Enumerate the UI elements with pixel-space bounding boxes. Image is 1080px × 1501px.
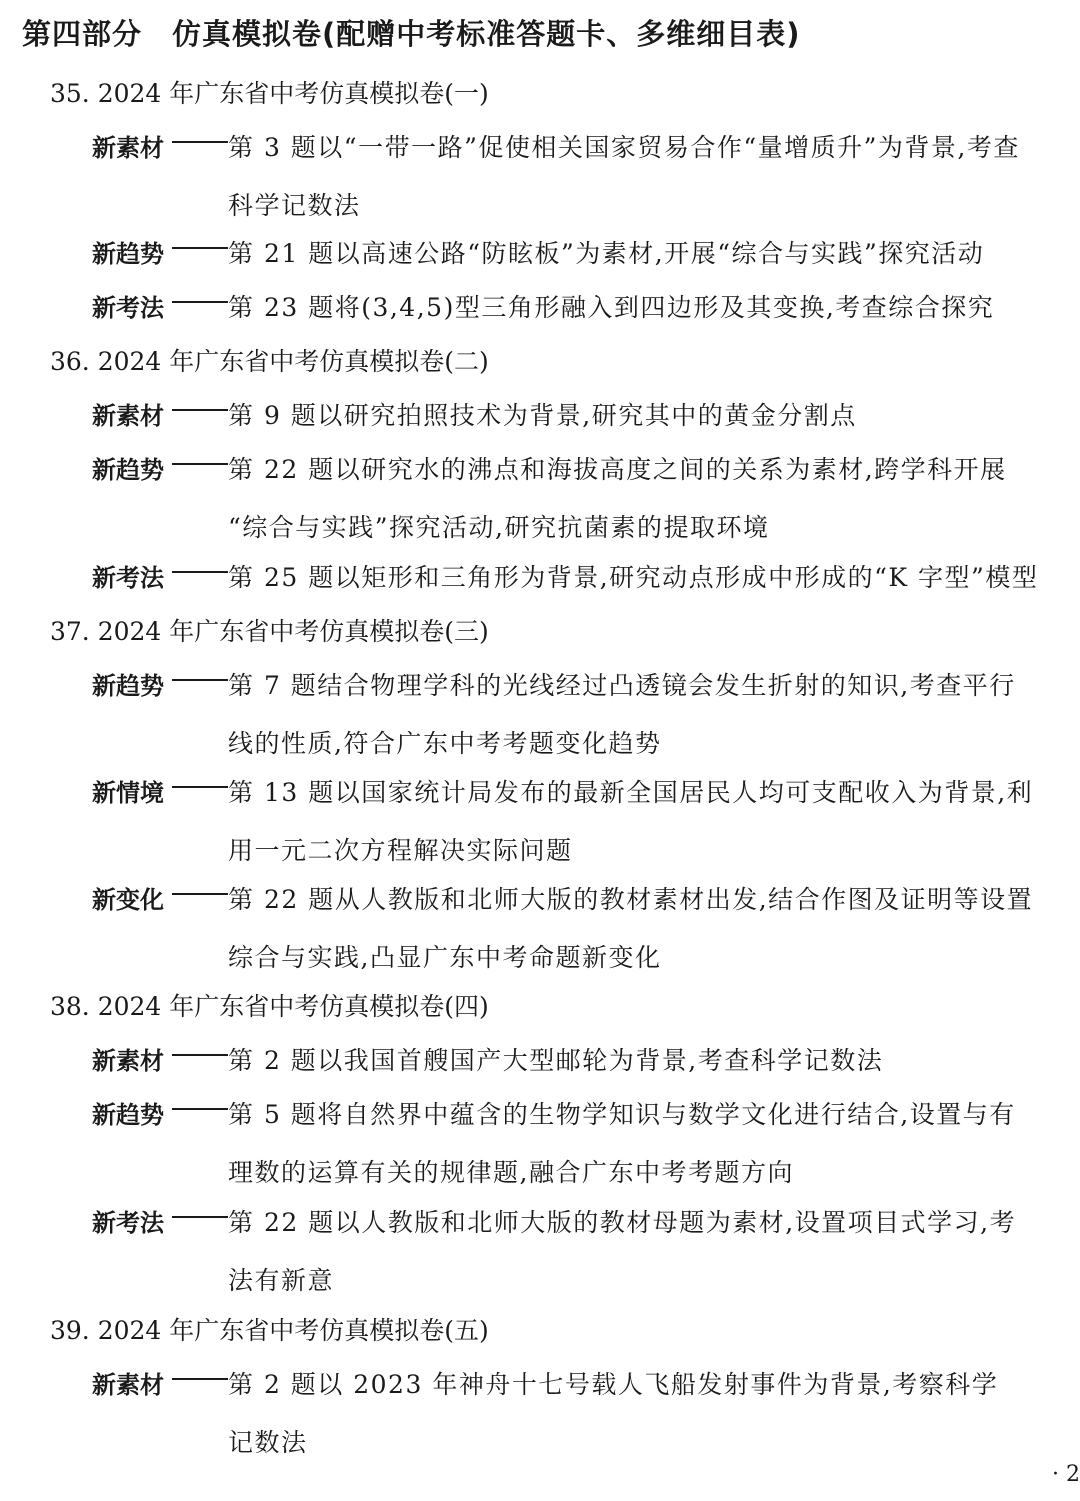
entry-text: 第 2 题以 2023 年神舟十七号载人飞船发射事件为背景,考察科学 bbox=[228, 1370, 999, 1399]
section-title: 39. 2024 年广东省中考仿真模拟卷(五) bbox=[50, 1316, 489, 1345]
entry-item bbox=[92, 1041, 1052, 1077]
entry-item bbox=[92, 558, 1052, 594]
entry-label: 新趋势 bbox=[92, 1101, 164, 1129]
entry-continuation: 综合与实践,凸显广东中考命题新变化 bbox=[228, 943, 662, 972]
section-title: 36. 2024 年广东省中考仿真模拟卷(二) bbox=[50, 347, 489, 376]
entry-label: 新素材 bbox=[92, 1371, 164, 1399]
entry-item bbox=[92, 1203, 1052, 1297]
em-dash-rule bbox=[172, 463, 228, 465]
entry-continuation: “综合与实践”探究活动,研究抗菌素的提取环境 bbox=[228, 513, 770, 542]
entry-continuation: 记数法 bbox=[228, 1428, 308, 1457]
entry-label: 新素材 bbox=[92, 134, 164, 162]
entry-text: 第 5 题将自然界中蕴含的生物学知识与数学文化进行结合,设置与有 bbox=[228, 1100, 1016, 1129]
entry-text: 第 3 题以“一带一路”促使相关国家贸易合作“量增质升”为背景,考查 bbox=[228, 133, 1020, 162]
entry-item bbox=[92, 128, 1052, 222]
entry-text: 第 22 题以人教版和北师大版的教材母题为素材,设置项目式学习,考 bbox=[228, 1208, 1017, 1237]
entry-text: 第 7 题结合物理学科的光线经过凸透镜会发生折射的知识,考查平行 bbox=[228, 671, 1016, 700]
entry-item bbox=[92, 288, 1052, 324]
entry-text: 第 13 题以国家统计局发布的最新全国居民人均可支配收入为背景,利 bbox=[228, 778, 1034, 807]
entry-label: 新素材 bbox=[92, 402, 164, 430]
entry-item bbox=[92, 773, 1052, 867]
page-heading: 第四部分 仿真模拟卷(配赠中考标准答题卡、多维细目表) bbox=[22, 17, 801, 51]
em-dash-rule bbox=[172, 1108, 228, 1110]
entry-continuation: 法有新意 bbox=[228, 1266, 335, 1295]
entry-label: 新考法 bbox=[92, 294, 164, 322]
entry-item bbox=[92, 666, 1052, 760]
entry-text: 第 25 题以矩形和三角形为背景,研究动点形成中形成的“K 字型”模型 bbox=[228, 563, 1039, 592]
em-dash-rule bbox=[172, 1216, 228, 1218]
entry-item bbox=[92, 450, 1052, 544]
em-dash-rule bbox=[172, 679, 228, 681]
entry-text: 第 22 题以研究水的沸点和海拔高度之间的关系为素材,跨学科开展 bbox=[228, 455, 1007, 484]
entry-label: 新趋势 bbox=[92, 672, 164, 700]
em-dash-rule bbox=[172, 1054, 228, 1056]
em-dash-rule bbox=[172, 301, 228, 303]
entry-item bbox=[92, 234, 1052, 270]
entry-item bbox=[92, 1095, 1052, 1189]
entry-label: 新趋势 bbox=[92, 456, 164, 484]
entry-label: 新考法 bbox=[92, 564, 164, 592]
entry-item bbox=[92, 396, 1052, 432]
entry-continuation: 理数的运算有关的规律题,融合广东中考考题方向 bbox=[228, 1158, 794, 1187]
section-title: 38. 2024 年广东省中考仿真模拟卷(四) bbox=[50, 992, 489, 1021]
entry-text: 第 21 题以高速公路“防眩板”为素材,开展“综合与实践”探究活动 bbox=[228, 239, 985, 268]
entry-label: 新情境 bbox=[92, 779, 164, 807]
entry-continuation: 科学记数法 bbox=[228, 191, 361, 220]
section-title: 35. 2024 年广东省中考仿真模拟卷(一) bbox=[50, 79, 489, 108]
entry-label: 新变化 bbox=[92, 886, 164, 914]
entry-text: 第 22 题从人教版和北师大版的教材素材出发,结合作图及证明等设置 bbox=[228, 885, 1034, 914]
entry-text: 第 23 题将(3,4,5)型三角形融入到四边形及其变换,考查综合探究 bbox=[228, 293, 995, 322]
entry-label: 新考法 bbox=[92, 1209, 164, 1237]
entry-label: 新趋势 bbox=[92, 240, 164, 268]
entry-item bbox=[92, 1365, 1052, 1459]
entry-text: 第 2 题以我国首艘国产大型邮轮为背景,考查科学记数法 bbox=[228, 1046, 884, 1075]
em-dash-rule bbox=[172, 893, 228, 895]
entry-continuation: 线的性质,符合广东中考考题变化趋势 bbox=[228, 729, 662, 758]
section-title: 37. 2024 年广东省中考仿真模拟卷(三) bbox=[50, 617, 489, 646]
em-dash-rule bbox=[172, 141, 228, 143]
entry-text: 第 9 题以研究拍照技术为背景,研究其中的黄金分割点 bbox=[228, 401, 857, 430]
em-dash-rule bbox=[172, 409, 228, 411]
entry-continuation: 用一元二次方程解决实际问题 bbox=[228, 836, 573, 865]
em-dash-rule bbox=[172, 1378, 228, 1380]
page-number: · 2 bbox=[1052, 1462, 1080, 1487]
em-dash-rule bbox=[172, 571, 228, 573]
entry-item bbox=[92, 880, 1052, 974]
entry-label: 新素材 bbox=[92, 1047, 164, 1075]
em-dash-rule bbox=[172, 786, 228, 788]
em-dash-rule bbox=[172, 247, 228, 249]
